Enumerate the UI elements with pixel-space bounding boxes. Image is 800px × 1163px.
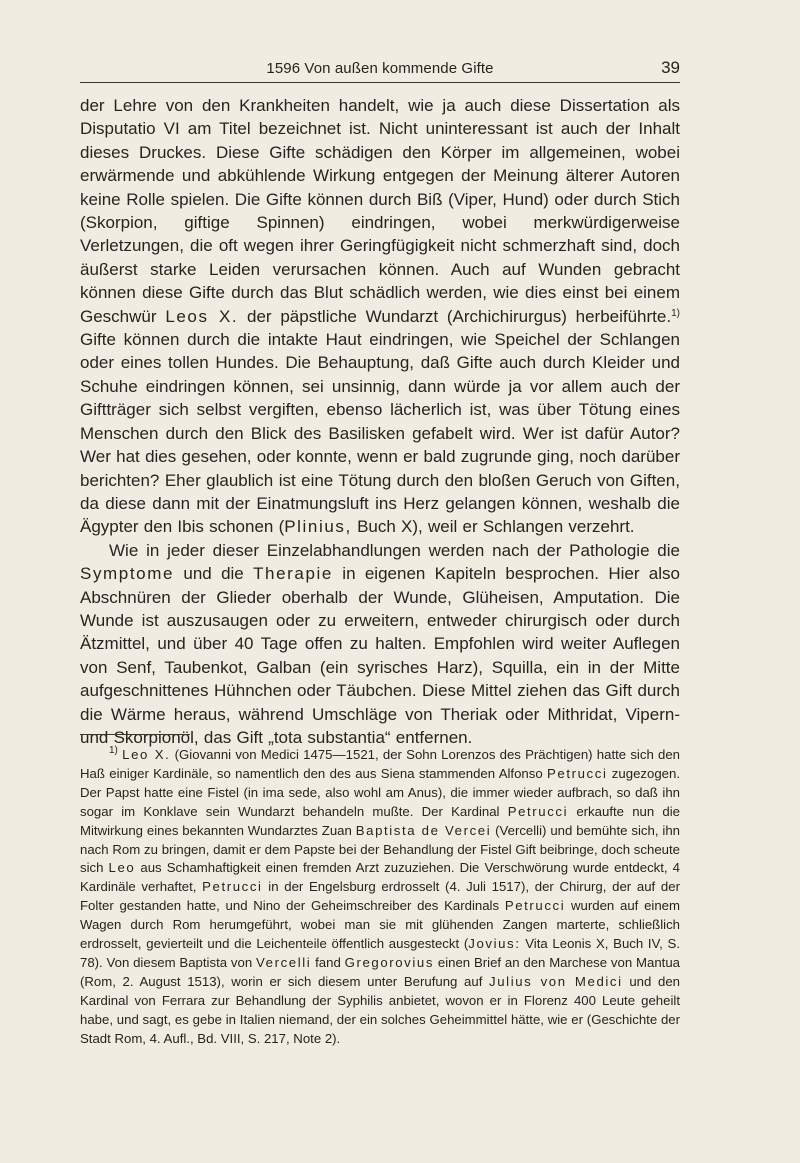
fn-name-leo: Leo [108, 860, 136, 876]
fn-text-8: Vita Leonis X, Buch IV, S. 78). Von diesem Baptista von [80, 936, 680, 970]
name-plinius: Plinius, [284, 517, 352, 537]
fn-name-petrucci-1: Petrucci [547, 765, 608, 781]
footnote-1 [80, 746, 680, 1049]
fn-text-3: erkaufte nun die Mitwirkung eines bekannten Wundarztes Zuan [80, 803, 680, 838]
paragraph-2-text-b: und die [174, 564, 254, 584]
fn-text-1: (Giovanni von Medici 1475—1521, der Sohn Lorenzos des Prächtigen) hatte sich den Haß einiger Kardinäle, so namentlich den des aus Siena stammenden Alfonso [80, 747, 681, 781]
paragraph-1-text-c: Gifte können durch die intakte Haut eindringen, wie Speichel der Schlangen oder eines tollen Hundes. Die Behauptung, daß Gifte auch durch Kleider und Schuhe eindringen können, sei unsinnig, dann würde ja vor allem auch der Giftträger sich selbst vergiften, ebenso lächerlich ist, was über Tötung eines Menschen durch den Blick des Basilisken gefabelt wird. Wer ist dafür Autor? Wer hat dies gesehen, oder konnte, wenn er bald zugrunde ging, noch darüber berichten? Eher glaublich ist eine Tötung durch den bloßen Geruch von Giften, da diese dann mit der Einatmungsluft ins Herz gelangen können, weshalb die Ägypter den Ibis schonen ( [80, 330, 680, 537]
fn-name-baptista: Baptista de Vercei [355, 822, 492, 838]
fn-name-gregorovius: Gregorovius [344, 954, 435, 970]
fn-text-4: (Vercelli) und bemühte sich, ihn nach Rom zu bringen, damit er dem Papste bei der Behandlung der Fistel Gift beibringe, doch scheute sich [80, 822, 680, 876]
fn-name-vercelli: Vercelli [255, 954, 312, 970]
name-leo-x: Leos X. [165, 306, 239, 326]
fn-name-jovius: Jovius: [468, 936, 521, 952]
paragraph-2 [80, 539, 680, 750]
fn-name-petrucci-3: Petrucci [202, 879, 263, 895]
footnote-marker: 1) [109, 745, 118, 756]
footnote-reference: 1) [671, 307, 680, 319]
fn-text-10: einen Brief an den Marchese von Mantua (Rom, 2. August 1513), worin er sich diesem unter Berufung auf [80, 954, 680, 989]
fn-name-leo-x: Leo X. [122, 747, 171, 762]
fn-text-5: aus Schamhaftigkeit einen fremden Arzt zuzuziehen. Die Verschwörung wurde entdeckt, 4 Kardinäle verhaftet, [80, 860, 680, 895]
fn-name-petrucci-4: Petrucci [504, 898, 566, 914]
footnote-divider [80, 734, 190, 735]
running-header [80, 58, 680, 83]
fn-name-petrucci-2: Petrucci [507, 803, 569, 819]
term-symptome: Symptome [80, 564, 175, 584]
fn-name-julius: Julius von Medici [489, 973, 623, 989]
footnotes [80, 746, 680, 1049]
paragraph-1-text-a: der Lehre von den Krankheiten handelt, wie ja auch diese Dissertation als Disputatio VI am Titel bezeichnet ist. Nicht uninteressant ist auch der Inhalt dieses Druckes. Diese Gifte schädigen den Körper im allgemeinen, wobei erwärmende und abkühlende Wirkung entgegen der Meinung älterer Autoren keine Rolle spielen. Die Gifte können durch Biß (Viper, Hund) oder durch Stich (Skorpion, giftige Spinnen) eindringen, wobei merkwürdigerweise Verletzungen, die oft wegen ihrer Geringfügigkeit nicht schmerzhaft sind, doch äußerst starke Leiden verursachen können. Auch auf Wunden gebracht können diese Gifte durch das Blut schädlich werden, wie dies einst bei einem Geschwür [80, 96, 680, 326]
fn-text-9: fand [311, 954, 345, 970]
paragraph-2-text-c: in eigenen Kapiteln besprochen. Hier also Abschnüren der Glieder oberhalb der Wunde, Glüheisen, Amputation. Die Wunde ist auszusaugen oder zu erweitern, entweder chirurgisch oder durch Ätzmittel, und über 40 Tage offen zu halten. Empfohlen wird weiter Auflegen von Senf, Taubenkot, Galban (ein syrisches Harz), Squilla, ein in der Mitte aufgeschnittenes Hühnchen oder Täubchen. Diese Mittel ziehen das Gift durch die Wärme heraus, während Umschläge von Theriak oder Mithridat, Vipern- und Skorpionöl, das Gift „tota substantia“ entfernen. [80, 564, 680, 747]
header-title: 1596 Von außen kommende Gifte [266, 60, 494, 77]
fn-text-6: in der Engelsburg erdrosselt (4. Juli 1517), der Chirurg, der auf der Folter gestanden hatte, und Nino der Geheimschreiber des Kardinals [80, 879, 680, 914]
paragraph-1-text-b: der päpstliche Wundarzt (Archichirurgus) herbeiführte. [238, 306, 672, 326]
main-text [80, 94, 680, 749]
term-therapie: Therapie [253, 564, 333, 584]
fn-text-11: und den Kardinal von Ferrara zur Behandlung der Syphilis anbietet, wovon er in Florenz 400 Leute geheilt habe, und sagt, es gebe in Italien niemand, der ein solches Geheimmittel hätte, wie er (Geschichte der Stadt Rom, 4. Aufl., Bd. VIII, S. 217, Note 2). [80, 973, 680, 1046]
fn-text-7: wurden auf einem Wagen durch Rom herumgeführt, wobei man sie mit glühenden Zangen marterte, schließlich erdrosselt, gevierteilt und die Leichenteile öffentlich ausgesteckt ( [80, 898, 680, 952]
paragraph-2-text-a: Wie in jeder dieser Einzelabhandlungen werden nach der Pathologie die [109, 540, 680, 560]
paragraph-1-text-d: Buch X), weil er Schlangen verzehrt. [351, 517, 635, 537]
fn-text-2: zugezogen. Der Papst hatte eine Fistel (in ima sede, also wohl am Anus), die immer wieder aufbrach, so daß ihn sogar im Konklave sein Wundarzt behandeln mußte. Der Kardinal [80, 765, 680, 819]
page-number: 39 [661, 58, 680, 77]
paragraph-1 [80, 94, 680, 539]
